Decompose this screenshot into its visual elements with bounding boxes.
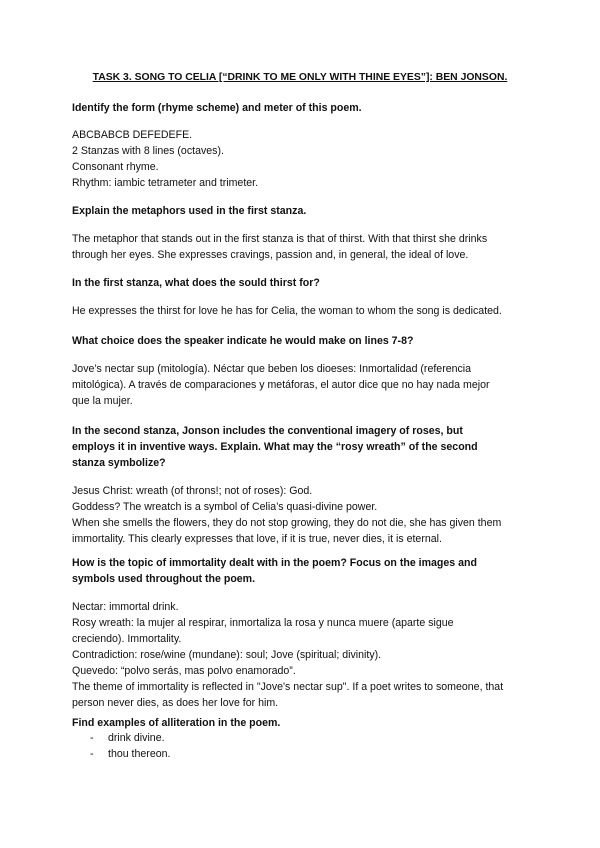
answer-text — [72, 361, 542, 409]
answer-line: Consonant rhyme. — [72, 161, 159, 173]
answer-line: Jesus Christ: wreath (of throns!; not of roses): God. — [72, 485, 313, 497]
heading-line: employs it in inventive ways. Explain. What may the “rosy wreath” of the second — [72, 441, 478, 453]
answer-line: ABCBABCB DEFEDEFE. — [72, 129, 193, 141]
bullet-text: drink divine. — [108, 732, 165, 744]
heading-line: Explain the metaphors used in the first stanza. — [72, 205, 307, 217]
bullet-item: - drink divine. — [90, 732, 165, 744]
heading-line: How is the topic of immortality dealt with in the poem? Focus on the images and — [72, 557, 477, 569]
heading-line: Identify the form (rhyme scheme) and meter of this poem. — [72, 102, 362, 114]
question-heading — [72, 715, 542, 731]
answer-line: through her eyes. She expresses cravings, passion and, in general, the ideal of love. — [72, 249, 469, 261]
answer-line: Goddess? The wreatch is a symbol of Celia’s quasi-divine power. — [72, 501, 378, 513]
heading-line: symbols used throughout the poem. — [72, 573, 256, 585]
answer-line: When she smells the flowers, they do not stop growing, they do not die, she has given them — [72, 517, 502, 529]
answer-text — [72, 303, 542, 319]
answer-line: Rosy wreath: la mujer al respirar, inmortaliza la rosa y nunca muere (aparte sigue — [72, 617, 454, 629]
question-heading — [72, 423, 542, 471]
answer-text — [72, 483, 542, 547]
answer-line: person never dies, as does her love for him. — [72, 697, 279, 709]
answer-line: Rhythm: iambic tetrameter and trimeter. — [72, 177, 259, 189]
heading-line: stanza symbolize? — [72, 457, 166, 469]
answer-line: Jove’s nectar sup (mitología). Néctar que beben los dioeses: Inmortalidad (referencia — [72, 363, 472, 375]
answer-line: The theme of immortality is reflected in "Jove's nectar sup". If a poet writes to someone, that — [72, 681, 504, 693]
heading-line: In the first stanza, what does the sould thirst for? — [72, 277, 320, 289]
heading-line: In the second stanza, Jonson includes the conventional imagery of roses, but — [72, 425, 463, 437]
answer-line: que la mujer. — [72, 395, 133, 407]
question-heading — [72, 275, 542, 291]
heading-line: Find examples of alliteration in the poem. — [72, 717, 281, 729]
answer-text — [72, 127, 542, 191]
bullet-item: - thou thereon. — [90, 748, 171, 760]
question-heading — [72, 100, 542, 116]
answer-text — [72, 599, 542, 711]
question-heading — [72, 555, 542, 587]
answer-line: creciendo). Immortality. — [72, 633, 182, 645]
answer-line: mitológica). A través de comparaciones y metáforas, el autor dice que no hay nada mejor — [72, 379, 490, 391]
document-title: TASK 3. SONG TO CELIA [“DRINK TO ME ONLY WITH THINE EYES”]: BEN JONSON. — [92, 72, 508, 83]
heading-line: What choice does the speaker indicate he would make on lines 7-8? — [72, 335, 414, 347]
answer-line: immortality. This clearly expresses that love, if it is true, never dies, it is eternal. — [72, 533, 442, 545]
answer-line: Nectar: immortal drink. — [72, 601, 179, 613]
answer-line: Quevedo: “polvo serás, mas polvo enamorado”. — [72, 665, 296, 677]
answer-line: The metaphor that stands out in the first stanza is that of thirst. With that thirst she drinks — [72, 233, 488, 245]
answer-line: He expresses the thirst for love he has for Celia, the woman to whom the song is dedicated. — [72, 305, 502, 317]
answer-text — [72, 231, 542, 263]
answer-line: 2 Stanzas with 8 lines (octaves). — [72, 145, 224, 157]
question-heading — [72, 203, 542, 219]
question-heading — [72, 333, 542, 349]
bullet-text: thou thereon. — [108, 748, 171, 760]
answer-line: Contradiction: rose/wine (mundane): soul; Jove (spiritual; divinity). — [72, 649, 382, 661]
